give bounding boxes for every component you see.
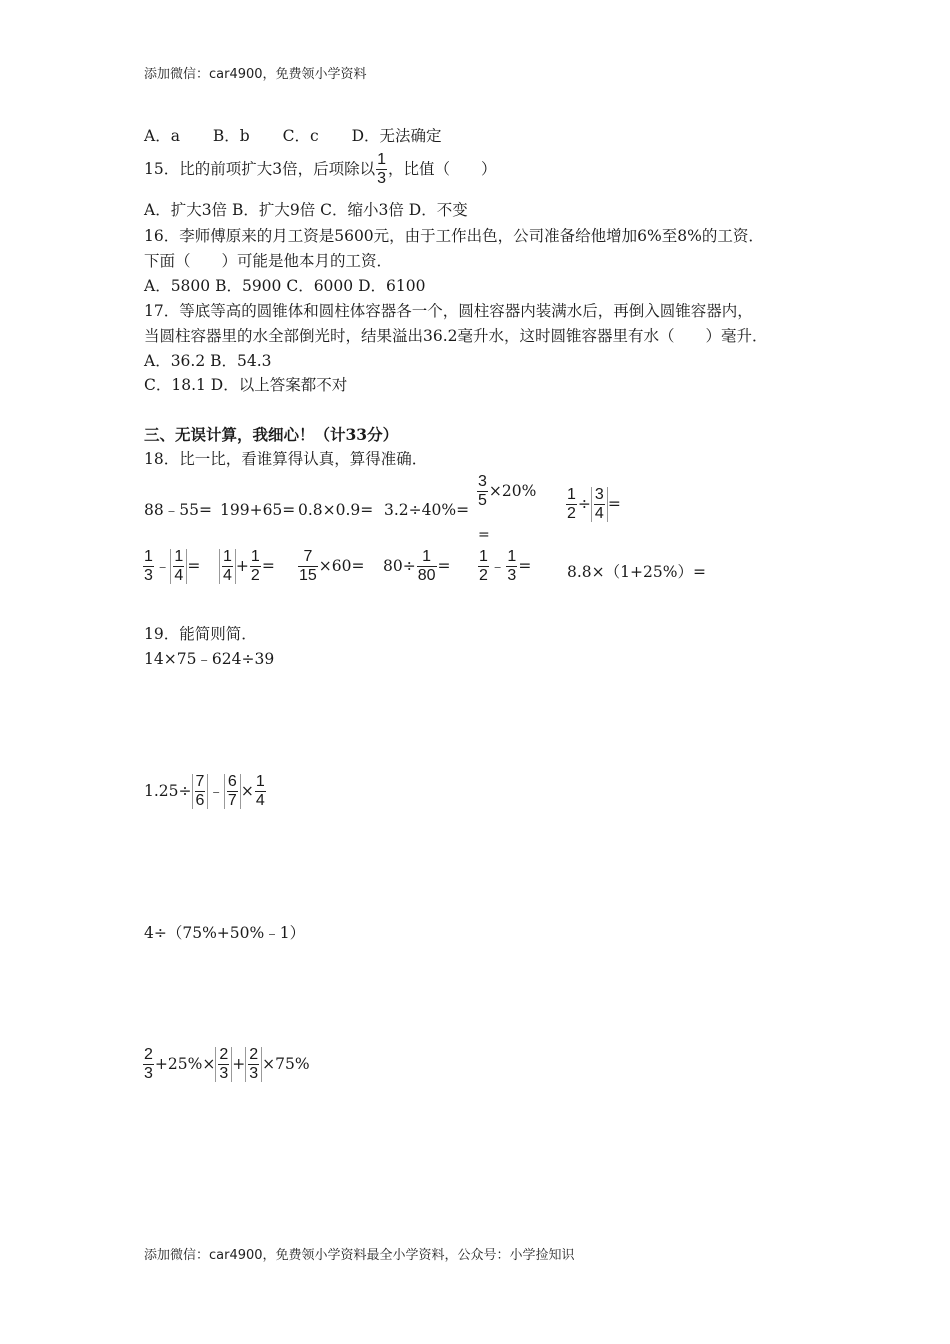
q18-r2-e1-frac1: [143, 549, 154, 584]
q18-r2-e2-n2: 1: [250, 548, 260, 565]
q18-r2-e1-d1: 3: [144, 567, 153, 584]
q19-p4-d3: 3: [249, 1065, 259, 1082]
q18-r2-e5-n1: 1: [479, 548, 488, 565]
q19-p4-n1: 2: [144, 1046, 153, 1063]
q16-line2: 下面（ ）可能是他本月的工资．: [144, 252, 393, 270]
q18-r2-e6: 8.8×（1+25%）=: [567, 563, 706, 581]
q19-p2-n2: 6: [227, 773, 237, 790]
q18-r2-e3-tail: ×60=: [318, 556, 365, 575]
q18-r2-e2: [219, 549, 275, 584]
q19-p4-n3: 2: [249, 1046, 259, 1063]
q18-r1-e3: 0.8×0.9=: [298, 501, 374, 519]
q14-option-a[interactable]: A．a: [144, 127, 180, 145]
q19-p2-frac2: [227, 774, 238, 809]
q19-p2-frac3: [255, 774, 266, 809]
q18-r2-e4-fraction: [417, 549, 437, 584]
q19-p4-frac1: [143, 1047, 154, 1082]
q18-r1-e6-frac1: [566, 487, 577, 522]
q18-r2-e2-d1: 4: [223, 567, 232, 584]
q17-line1: 17．等底等高的圆锥体和圆柱体容器各一个，圆柱容器内装满水后，再倒入圆锥容器内，: [144, 302, 753, 320]
q18-r2-e5-op: ﹣: [489, 556, 506, 575]
q19-p4-n2: 2: [219, 1046, 229, 1063]
q19-p1: 14×75﹣624÷39: [144, 650, 275, 668]
q18-r1-e6-eq: =: [607, 494, 621, 513]
q19-p4-frac2: [218, 1047, 229, 1082]
q19-p4-mid: +25%×: [154, 1054, 216, 1073]
q19-p2: [144, 774, 267, 809]
footer-note: 添加微信：car4900，免费领小学资料最全小学资料，公众号：小学捡知识: [144, 1248, 575, 1263]
q16-options: A．5800 B．5900 C．6000 D．6100: [144, 277, 426, 295]
q19-p2-op1: ﹣: [208, 781, 224, 800]
q19-p4: [142, 1047, 310, 1082]
section3-title: 三、无误计算，我细心！（计33分）: [144, 425, 399, 444]
q17-options-2: C．18.1 D．以上答案都不对: [144, 376, 348, 394]
q15-frac-den: 3: [377, 170, 386, 187]
q18-r1-e6-n1: 1: [567, 486, 576, 503]
q15-text-post: ，比值（ ）: [388, 159, 497, 178]
q18-r2-e5: [477, 549, 531, 584]
q19-p3: 4÷（75%+50%﹣1）: [144, 924, 306, 942]
q18-r2-e2-eq: =: [261, 556, 275, 575]
q19-p2-n3: 1: [255, 773, 265, 790]
q19-title: 19．能简则简．: [144, 625, 257, 643]
q18-r1-e5-num: 3: [478, 473, 487, 490]
q18-r2-e1-n2: 1: [174, 548, 184, 565]
q15-text-pre: 15．比的前项扩大3倍，后项除以: [144, 159, 376, 178]
q17-options-1: A．36.2 B．54.3: [144, 352, 272, 370]
q18-r2-e5-eq: =: [518, 556, 532, 575]
q19-p4-op: +: [232, 1054, 246, 1073]
q18-r2-e5-n2: 1: [507, 548, 517, 565]
q19-p2-d2: 7: [227, 792, 237, 809]
q18-r1-e5-eq: =: [478, 527, 490, 543]
q14-option-d[interactable]: D．无法确定: [351, 127, 442, 145]
q18-r1-e4: 3.2÷40%=: [384, 501, 470, 519]
q19-p4-d2: 3: [219, 1065, 229, 1082]
q18-r2-e3-den: 15: [299, 567, 317, 584]
q18-r1-e6: [565, 487, 621, 522]
q18-r2-e1: [142, 549, 200, 584]
q19-p2-head: 1.25÷: [144, 781, 192, 800]
q18-r2-e1-d2: 4: [174, 567, 184, 584]
q18-r1-e6-n2: 3: [594, 486, 604, 503]
q18-r2-e2-n1: 1: [223, 548, 232, 565]
q18-r2-e5-d2: 3: [507, 567, 517, 584]
q18-r1-e5-fraction: [477, 474, 488, 509]
q19-p2-d1: 6: [195, 792, 205, 809]
q18-r2-e5-frac1: [478, 549, 489, 584]
q19-p2-d3: 4: [255, 792, 265, 809]
q18-r2-e2-frac1: [222, 549, 233, 584]
q18-r2-e4: [383, 549, 451, 584]
q19-p2-frac1: [195, 774, 206, 809]
q18-r2-e3-num: 7: [303, 548, 313, 565]
q15-frac-num: 1: [377, 151, 386, 168]
q18-r2-e4-den: 80: [417, 567, 436, 584]
q18-r1-e2: 199+65=: [220, 501, 296, 519]
q17-line2: 当圆柱容器里的水全部倒光时，结果溢出36.2毫升水，这时圆锥容器里有水（ ）毫升．: [144, 327, 768, 345]
q18-r2-e3-fraction: [298, 549, 318, 584]
q18-r1-e6-d1: 2: [567, 505, 576, 522]
q15-fraction: [376, 152, 387, 187]
q15-stem: [144, 152, 497, 187]
q18-r2-e4-head: 80÷: [383, 556, 416, 575]
q19-p2-n1: 7: [195, 773, 205, 790]
q18-r2-e5-frac2: [506, 549, 517, 584]
q18-r1-e6-d2: 4: [594, 505, 604, 522]
q18-r2-e2-op: +: [235, 556, 249, 575]
header-note: 添加微信：car4900，免费领小学资料: [144, 67, 367, 82]
q18-r2-e1-n1: 1: [144, 548, 153, 565]
q18-r2-e1-frac2: [173, 549, 184, 584]
q18-r1-e5-den: 5: [478, 492, 487, 509]
q18-r1-e5-tail: ×20%: [488, 481, 537, 500]
q18-r1-e5: [476, 474, 536, 509]
q18-r1-e6-frac2: [594, 487, 605, 522]
q19-p4-frac3: [248, 1047, 259, 1082]
q14-options: [144, 129, 470, 145]
q18-r1-e6-op: ÷: [577, 494, 591, 513]
q18-title: 18．比一比，看谁算得认真，算得准确．: [144, 450, 428, 468]
q18-r2-e2-d2: 2: [250, 567, 260, 584]
q18-r2-e4-eq: =: [437, 556, 451, 575]
q19-p2-op2: ×: [240, 781, 254, 800]
q18-r2-e1-op: ﹣: [154, 556, 171, 575]
q18-r2-e3: [297, 549, 365, 584]
q16-line1: 16．李师傅原来的月工资是5600元，由于工作出色，公司准备给他增加6%至8%的工资．: [144, 227, 764, 245]
q14-option-b[interactable]: B．b: [212, 127, 250, 145]
q15-options: A．扩大3倍 B．扩大9倍 C．缩小3倍 D．不变: [144, 201, 468, 219]
q18-r1-e1: 88﹣55=: [144, 501, 212, 519]
q19-p4-d1: 3: [144, 1065, 153, 1082]
q19-p4-tail: ×75%: [262, 1054, 310, 1073]
q18-r2-e4-num: 1: [422, 548, 432, 565]
q18-r2-e5-d1: 2: [479, 567, 488, 584]
q18-r2-e2-frac2: [250, 549, 261, 584]
q14-option-c[interactable]: C．c: [282, 127, 319, 145]
q18-r2-e1-eq: =: [187, 556, 201, 575]
